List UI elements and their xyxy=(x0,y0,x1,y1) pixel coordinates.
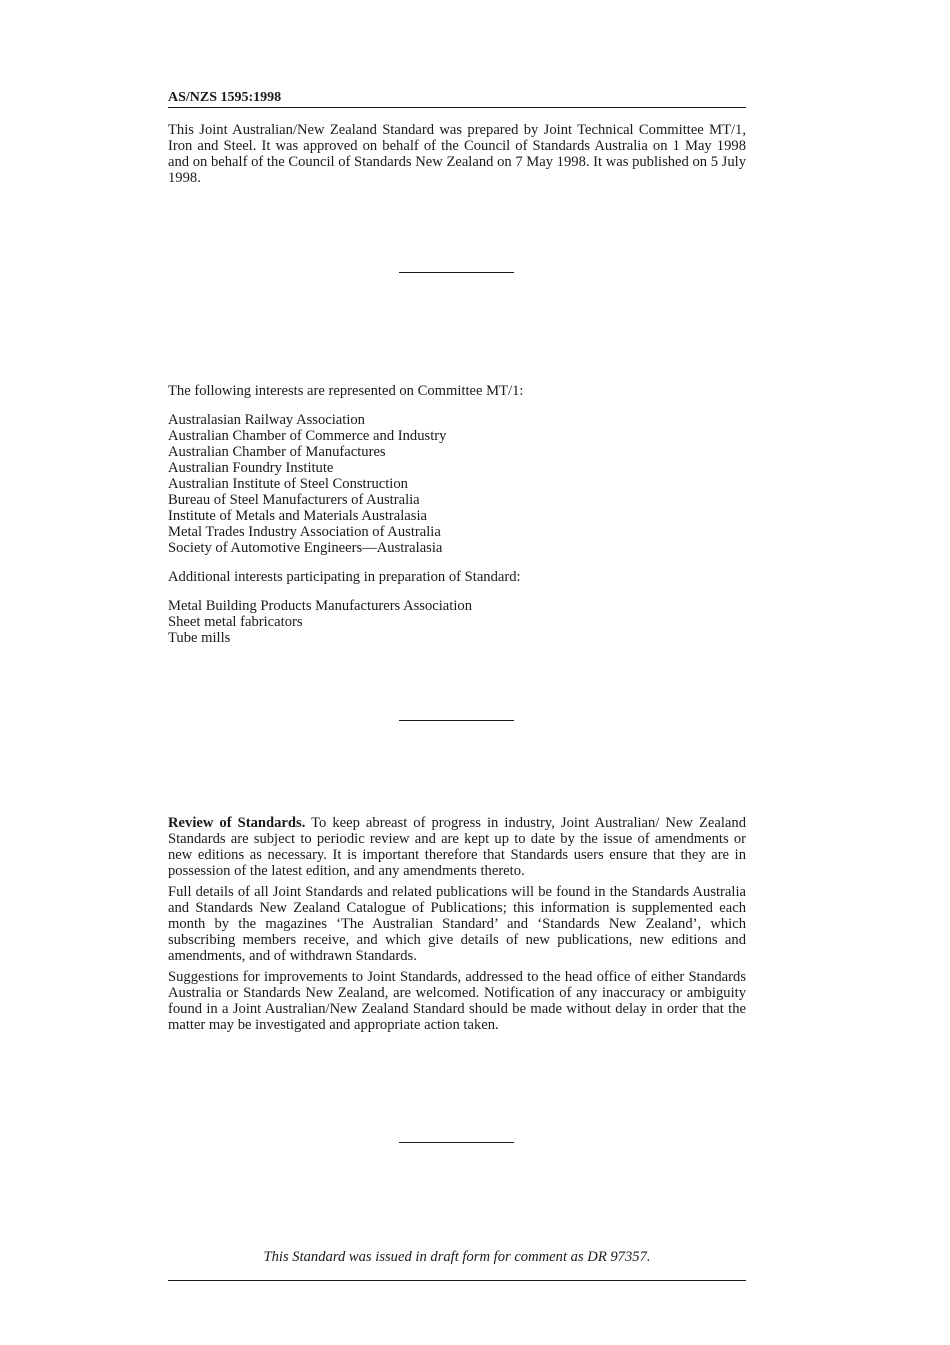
draft-form-note: This Standard was issued in draft form for comment as DR 97357. xyxy=(263,1249,651,1265)
list-item: Sheet metal fabricators xyxy=(168,614,303,630)
list-item: Australian Chamber of Manufactures xyxy=(168,444,386,460)
committee-section xyxy=(168,383,746,646)
preparation-paragraph: This Joint Australian/New Zealand Standard was prepared by Joint Technical Committee MT/1, Iron and Steel. It was approved on behalf of the Council of Standards Australia on 1 May 1998 and on behalf of the Council of Standards New Zealand on 7 May 1998. It was published on 5 July 1998. xyxy=(168,122,746,186)
list-item: Australasian Railway Association xyxy=(168,412,365,428)
list-item: Metal Building Products Manufacturers Association xyxy=(168,598,472,614)
list-item: Institute of Metals and Materials Australasia xyxy=(168,508,427,524)
review-of-standards-section xyxy=(168,815,746,1038)
review-paragraph-text: To keep abreast of progress in industry, Joint Australian/ New Zealand Standards are subject to periodic review and are kept up to date by the issue of amendments or new editions as necessary. It is important therefore that Standards users ensure that they are in possession of the latest edition, and any amendments thereto. xyxy=(168,815,747,879)
catalogue-paragraph: Full details of all Joint Standards and related publications will be found in the Standards Australia and Standards New Zealand Catalogue of Publications; this information is supplemented each month by the magazines ‘The Australian Standard’ and ‘Standards New Zealand’, which subscribing members receive, and which give details of new publications, new editions and amendments, and of withdrawn Standards. xyxy=(168,884,746,964)
list-item: Bureau of Steel Manufacturers of Australia xyxy=(168,492,420,508)
review-heading: Review of Standards. xyxy=(168,815,306,831)
list-item: Australian Institute of Steel Construction xyxy=(168,476,408,492)
additional-member-list xyxy=(168,598,746,646)
list-item: Metal Trades Industry Association of Australia xyxy=(168,524,441,540)
section-divider xyxy=(399,720,514,721)
committee-member-list xyxy=(168,412,746,556)
committee-intro: The following interests are represented on Committee MT/1: xyxy=(168,383,524,399)
list-item: Australian Foundry Institute xyxy=(168,460,334,476)
list-item: Society of Automotive Engineers—Australasia xyxy=(168,540,443,556)
standard-number-header: AS/NZS 1595:1998 xyxy=(168,90,746,108)
section-divider xyxy=(399,272,514,273)
review-paragraph xyxy=(168,815,746,879)
list-item: Tube mills xyxy=(168,630,231,646)
suggestions-paragraph: Suggestions for improvements to Joint Standards, addressed to the head office of either Standards Australia or Standards New Zealand, are welcomed. Notification of any inaccuracy or ambiguity found in a Joint Australian/New Zealand Standard should be made without delay in order that the matter may be investigated and appropriate action taken. xyxy=(168,969,746,1033)
document-page xyxy=(168,0,746,1345)
additional-interests-intro: Additional interests participating in preparation of Standard: xyxy=(168,569,521,585)
footer-rule xyxy=(168,1280,746,1281)
list-item: Australian Chamber of Commerce and Industry xyxy=(168,428,447,444)
section-divider xyxy=(399,1142,514,1143)
